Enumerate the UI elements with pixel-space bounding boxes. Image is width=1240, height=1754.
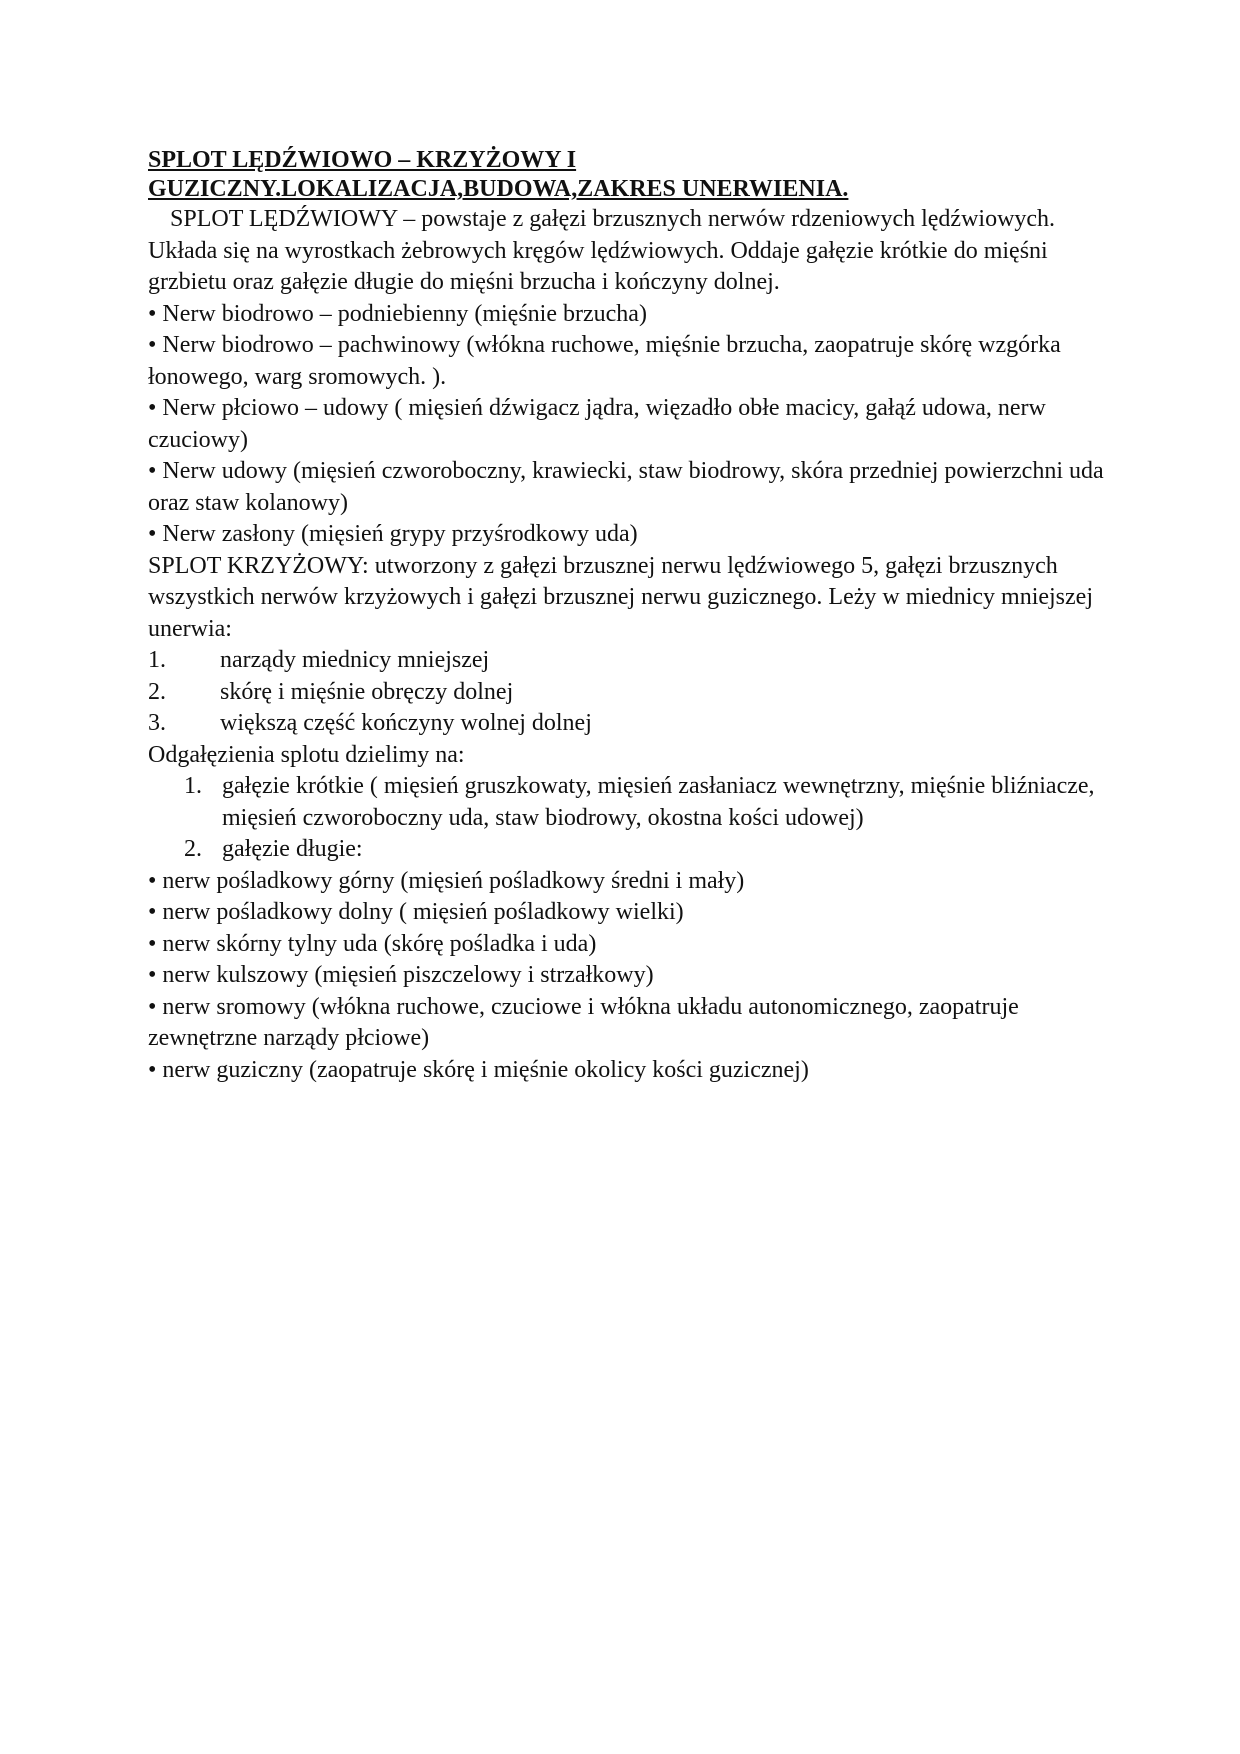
list-item: • nerw kulszowy (mięsień piszczelowy i strzałkowy) [148, 962, 654, 988]
branches-list [148, 771, 1108, 866]
sacral-area-list [148, 645, 1108, 740]
lumbar-plexus-intro: SPLOT LĘDŹWIOWY – powstaje z gałęzi brzusznych nerwów rdzeniowych lędźwiowych. Układa się na wyrostkach żebrowych kręgów lędźwiowych. Oddaje gałęzie krótkie do mięśni grzbietu oraz gałęzie długie do mięśni brzucha i kończyny dolnej. [148, 206, 1056, 295]
title-line-1: SPLOT LĘDŹWIOWO – KRZYŻOWY I [148, 147, 577, 173]
list-item: • Nerw biodrowo – pachwinowy (włókna ruchowe, mięśnie brzucha, zaopatruje skórę wzgórka łonowego, warg sromowych. ). [148, 332, 1061, 390]
item-number: 2. [148, 678, 166, 705]
list-item [148, 834, 1108, 866]
item-text: skórę i mięśnie obręczy dolnej [220, 678, 514, 705]
list-item: • nerw skórny tylny uda (skórę pośladka i uda) [148, 930, 597, 957]
bullet-icon: • [148, 899, 157, 925]
bullet-icon: • [148, 962, 157, 988]
bullet-icon: • [148, 458, 157, 484]
item-number: 2. [184, 836, 202, 862]
bullet-icon: • [148, 930, 157, 957]
item-number: 3. [148, 710, 166, 736]
lumbar-nerve-list [148, 299, 1108, 551]
list-item: • Nerw udowy (mięsień czworoboczny, krawiecki, staw biodrowy, skóra przedniej powierzchni uda oraz staw kolanowy) [148, 458, 1104, 516]
list-item: • Nerw biodrowo – podniebienny (mięśnie brzucha) [148, 300, 647, 327]
bullet-icon: • [148, 867, 157, 894]
item-number: 1. [148, 647, 166, 673]
list-item: • Nerw płciowo – udowy ( mięsień dźwigacz jądra, więzadło obłe macicy, gałąź udowa, nerw czuciowy) [148, 395, 1046, 453]
list-item [148, 677, 1108, 709]
sacral-nerve-list [148, 866, 1108, 1087]
item-text: narządy miednicy mniejszej [220, 647, 490, 673]
bullet-icon: • [148, 521, 157, 547]
bullet-icon: • [148, 1056, 157, 1083]
item-text: gałęzie długie: [222, 836, 363, 862]
list-item: • Nerw zasłony (mięsień grypy przyśrodkowy uda) [148, 521, 638, 547]
bullet-icon: • [148, 300, 157, 327]
list-item: • nerw guziczny (zaopatruje skórę i mięśnie okolicy kości guzicznej) [148, 1056, 809, 1083]
item-text: większą część kończyny wolnej dolnej [220, 710, 592, 736]
sacral-plexus-intro: SPLOT KRZYŻOWY: utworzony z gałęzi brzusznej nerwu lędźwiowego 5, gałęzi brzusznych wszystkich nerwów krzyżowych i gałęzi brzusznej nerwu guzicznego. Leży w miednicy mniejszej unerwia: [148, 552, 1093, 642]
branches-intro: Odgałęzienia splotu dzielimy na: [148, 741, 465, 768]
item-number: 1. [184, 773, 202, 799]
document-title [148, 146, 1108, 204]
bullet-icon: • [148, 993, 157, 1020]
list-item [148, 645, 1108, 677]
title-line-2: GUZICZNY.LOKALIZACJA,BUDOWA,ZAKRES UNERWIENIA. [148, 176, 849, 202]
item-text: gałęzie krótkie ( mięsień gruszkowaty, mięsień zasłaniacz wewnętrzny, mięśnie bliźniacze, mięsień czworoboczny uda, staw biodrowy, okostna kości udowej) [222, 773, 1095, 831]
list-item [148, 708, 1108, 740]
list-item: • nerw pośladkowy dolny ( mięsień pośladkowy wielki) [148, 899, 684, 925]
document-page [148, 146, 1108, 1086]
bullet-icon: • [148, 395, 157, 421]
list-item: • nerw sromowy (włókna ruchowe, czuciowe i włókna układu autonomicznego, zaopatruje zewnętrzne narządy płciowe) [148, 993, 1019, 1051]
bullet-icon: • [148, 332, 157, 358]
list-item: • nerw pośladkowy górny (mięsień pośladkowy średni i mały) [148, 867, 745, 894]
list-item [148, 771, 1108, 834]
